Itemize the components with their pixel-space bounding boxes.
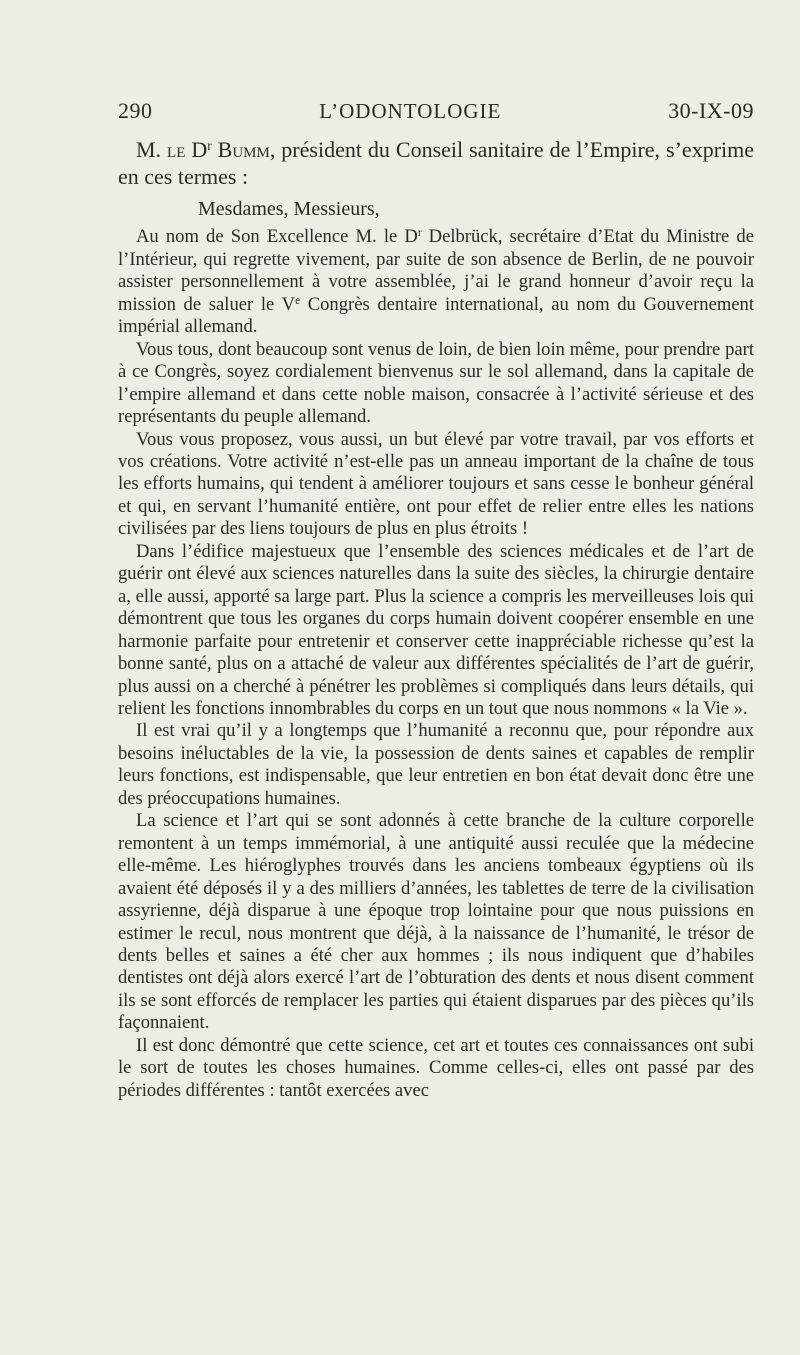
salutation: Mesdames, Messieurs, xyxy=(198,198,380,220)
paragraph-1-part-b: Delbrück, secrétaire d’Etat du Ministre de l’Intérieur, qui regrette vivement, par suite de son absence de Berlin, de ne pouvoir assister personnellement à votre assemblée, j’ai le grand honneur d’avoir reçu la mission de saluer le V xyxy=(118,226,754,315)
running-header xyxy=(118,98,754,128)
speaker-name: Bumm xyxy=(217,137,270,162)
paragraph-1-part-c: Congrès dentaire international, au nom du Gouvernement impérial allemand. xyxy=(118,293,754,338)
speaker-title: D xyxy=(191,137,208,162)
paragraph-3: Vous vous proposez, vous aussi, un but élevé par votre travail, par vos efforts et vos créations. Votre activité n’est-elle pas un anneau important de la chaîne de tous les efforts humains, qui tendent à améliorer toujours et sans cesse le bonheur général et qui, en servant l’humanité entière, ont pour effet de relier entre elles les nations civilisées par des liens toujours de plus en plus étroits ! xyxy=(118,428,754,540)
paragraph-6: La science et l’art qui se sont adonnés à cette branche de la culture corporelle remontent à un temps immémorial, à une antiquité aussi reculée que la médecine elle-même. Les hiéroglyphes trouvés dans les anciens tombeaux égyptiens où ils avaient été déposés il y a des milliers d’années, les tablettes de terre de la civilisation assyrienne, déjà disparue à une époque trop lointaine pour que nous puissions en estimer le recul, nous montrent que déjà, à la naissance de l’humanité, le trésor de dents belles et saines a été cher aux hommes ; ils nous indiquent que d’habiles dentistes ont déjà alors exercé l’art de l’obturation des dents et nous disent comment ils se sont efforcés de remplacer les parties qui étaient disparues par des pièces qu’ils façonnaient. xyxy=(118,810,754,1034)
intro-rest: , président du Conseil sanitaire de l’Empire, s’exprime en ces termes : xyxy=(118,137,755,189)
speaker-le: le xyxy=(167,137,186,162)
paragraph-1-sup: r xyxy=(417,227,422,240)
paragraph-2: Vous tous, dont beaucoup sont venus de loin, de bien loin même, pour prendre part à ce Congrès, soyez cordialement bienvenus sur le sol allemand, dans la capitale de l’empire allemand et dans cette noble maison, consacrée à l’activité sérieuse et des représentants du peuple allemand. xyxy=(118,338,754,428)
intro-paragraph xyxy=(118,136,754,190)
paragraph-4: Dans l’édifice majestueux que l’ensemble des sciences médicales et de l’art de guérir ont élevé aux sciences naturelles dans la suite des siècles, la chirurgie dentaire a, elle aussi, apporté sa large part. Plus la science a compris les merveilleuses lois qui démontrent que tous les organes du corps humain doivent coopérer ensemble en une harmonie parfaite pour entretenir et conserver cette inappréciable richesse qu’est la bonne santé, plus on a attaché de valeur aux différentes spécialités de l’art de guérir, plus aussi on a cherché à pénétrer les problèmes si compliqués dans leurs détails, qui relient les fonctions innombrables du corps en un tout que nous nommons « la Vie ». xyxy=(118,540,754,719)
page-number: 290 xyxy=(118,98,153,123)
paragraph-7: Il est donc démontré que cette science, cet art et toutes ces connaissances ont subi le sort de toutes les choses humaines. Comme celles-ci, elles ont passé par des périodes différentes : tantôt exercées avec xyxy=(118,1034,754,1101)
paragraph-1-sup2: e xyxy=(295,294,301,307)
speaker-title-sup: r xyxy=(207,137,212,153)
paragraph-1 xyxy=(118,226,754,338)
paragraph-1-part-a: Au nom de Son Excellence M. le D xyxy=(136,226,418,248)
body-text xyxy=(118,136,754,1102)
issue-date: 30-IX-09 xyxy=(668,98,754,123)
speaker-prefix: M. xyxy=(136,137,162,162)
paragraph-5: Il est vrai qu’il y a longtemps que l’humanité a reconnu que, pour répondre aux besoins inéluctables de la vie, la possession de dents saines et capables de remplir leurs fonctions, est indispensable, que leur entretien en bon état devait donc être une des préoccupations humaines. xyxy=(118,720,754,809)
journal-title: L’ODONTOLOGIE xyxy=(319,99,502,123)
